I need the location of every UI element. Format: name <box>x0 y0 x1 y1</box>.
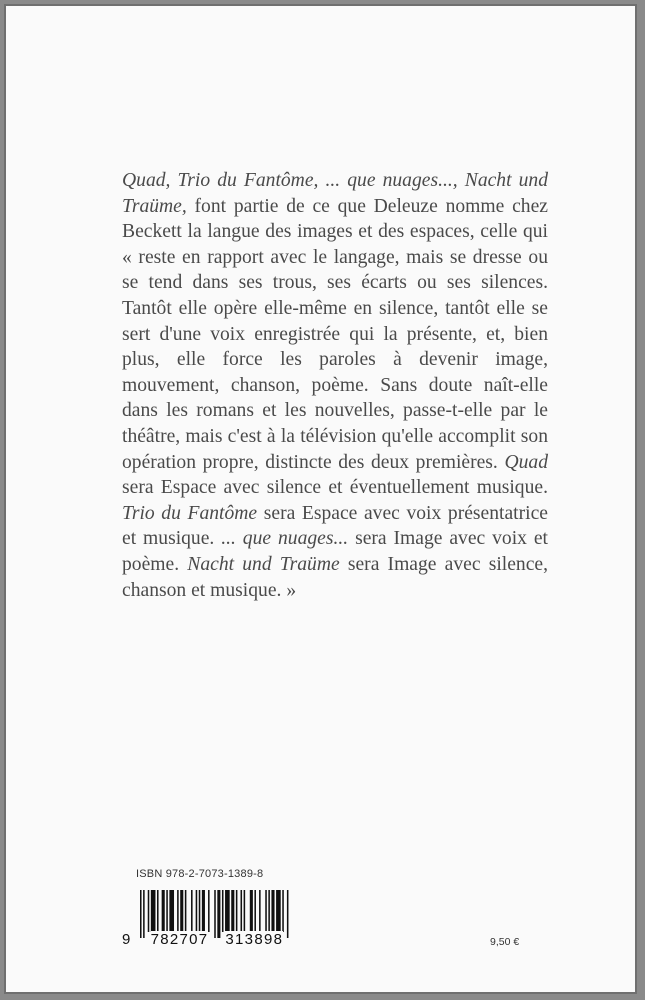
barcode-bar <box>157 890 159 932</box>
barcode-bar <box>241 890 243 932</box>
barcode-bar <box>191 890 193 932</box>
barcode-bar <box>151 890 156 932</box>
barcode-digits-right: 313898 <box>225 931 284 948</box>
blurb-text-segment: sera Image avec silence, chanson et musique. » <box>122 553 549 601</box>
barcode-bar <box>180 890 183 932</box>
barcode-bar <box>250 890 253 932</box>
barcode-bar <box>177 890 179 932</box>
barcode-digits-left: 782707 <box>150 931 209 948</box>
blurb-title-segment: Quad <box>504 451 548 473</box>
barcode-bar <box>169 890 174 932</box>
back-cover-blurb <box>122 168 548 603</box>
barcode-bar <box>199 890 201 932</box>
blurb-title-segment: ... que nuages... <box>221 528 349 550</box>
barcode-bar <box>282 890 284 932</box>
barcode-bar <box>276 890 281 932</box>
barcode-bar <box>222 890 224 932</box>
barcode-bar <box>265 890 267 932</box>
blurb-title-segment: Nacht und Traüme <box>187 553 340 575</box>
barcode-bar <box>254 890 256 932</box>
blurb-title-segment: Quad, Trio du Fantôme, ... que nuages..., Nacht und Traüme, <box>122 170 548 217</box>
back-cover <box>4 4 637 994</box>
isbn-label: ISBN 978-2-7073-1389-8 <box>136 868 264 880</box>
blurb-title-segment: Trio du Fantôme <box>122 502 258 524</box>
blurb-text-segment: sera Image avec voix et poème. <box>122 528 548 575</box>
barcode-bar <box>185 890 187 932</box>
barcode-bar <box>244 890 246 932</box>
barcode-bar <box>208 890 210 932</box>
blurb-text-segment: sera Espace avec voix présentatrice et musique. <box>122 502 548 550</box>
barcode <box>122 890 294 950</box>
barcode-bar <box>236 890 238 932</box>
barcode-bar <box>202 890 205 932</box>
barcode-bar <box>231 890 234 932</box>
blurb-text-segment: sera Espace avec silence et éventuellement musique. <box>122 477 548 499</box>
barcode-digit-first: 9 <box>122 931 132 948</box>
barcode-bar <box>259 890 261 932</box>
barcode-bar <box>268 890 270 932</box>
barcode-bar <box>162 890 165 932</box>
price-label: 9,50 € <box>490 936 520 948</box>
barcode-digits <box>122 931 294 948</box>
barcode-bar <box>148 890 150 932</box>
barcode-bar <box>196 890 198 932</box>
barcode-bar <box>271 890 274 932</box>
barcode-bar <box>225 890 230 932</box>
barcode-bar <box>166 890 168 932</box>
blurb-text-segment: font partie de ce que Deleuze nomme chez Beckett la langue des images et des espaces, celle qui « reste en rapport avec le langage, mais se dresse ou se tend dans ses trous, ses écarts ou ses silences. Tantôt elle opère elle-même en silence, tantôt elle se sert d'une voix enregistrée qui la présente, et, bien plus, elle force les paroles à devenir image, mouvement, chanson, poème. Sans doute naît-elle dans les romans et les nouvelles, passe-t-elle par le théâtre, mais c'est à la télévision qu'elle accomplit son opération propre, distincte des deux premières. <box>122 195 548 473</box>
